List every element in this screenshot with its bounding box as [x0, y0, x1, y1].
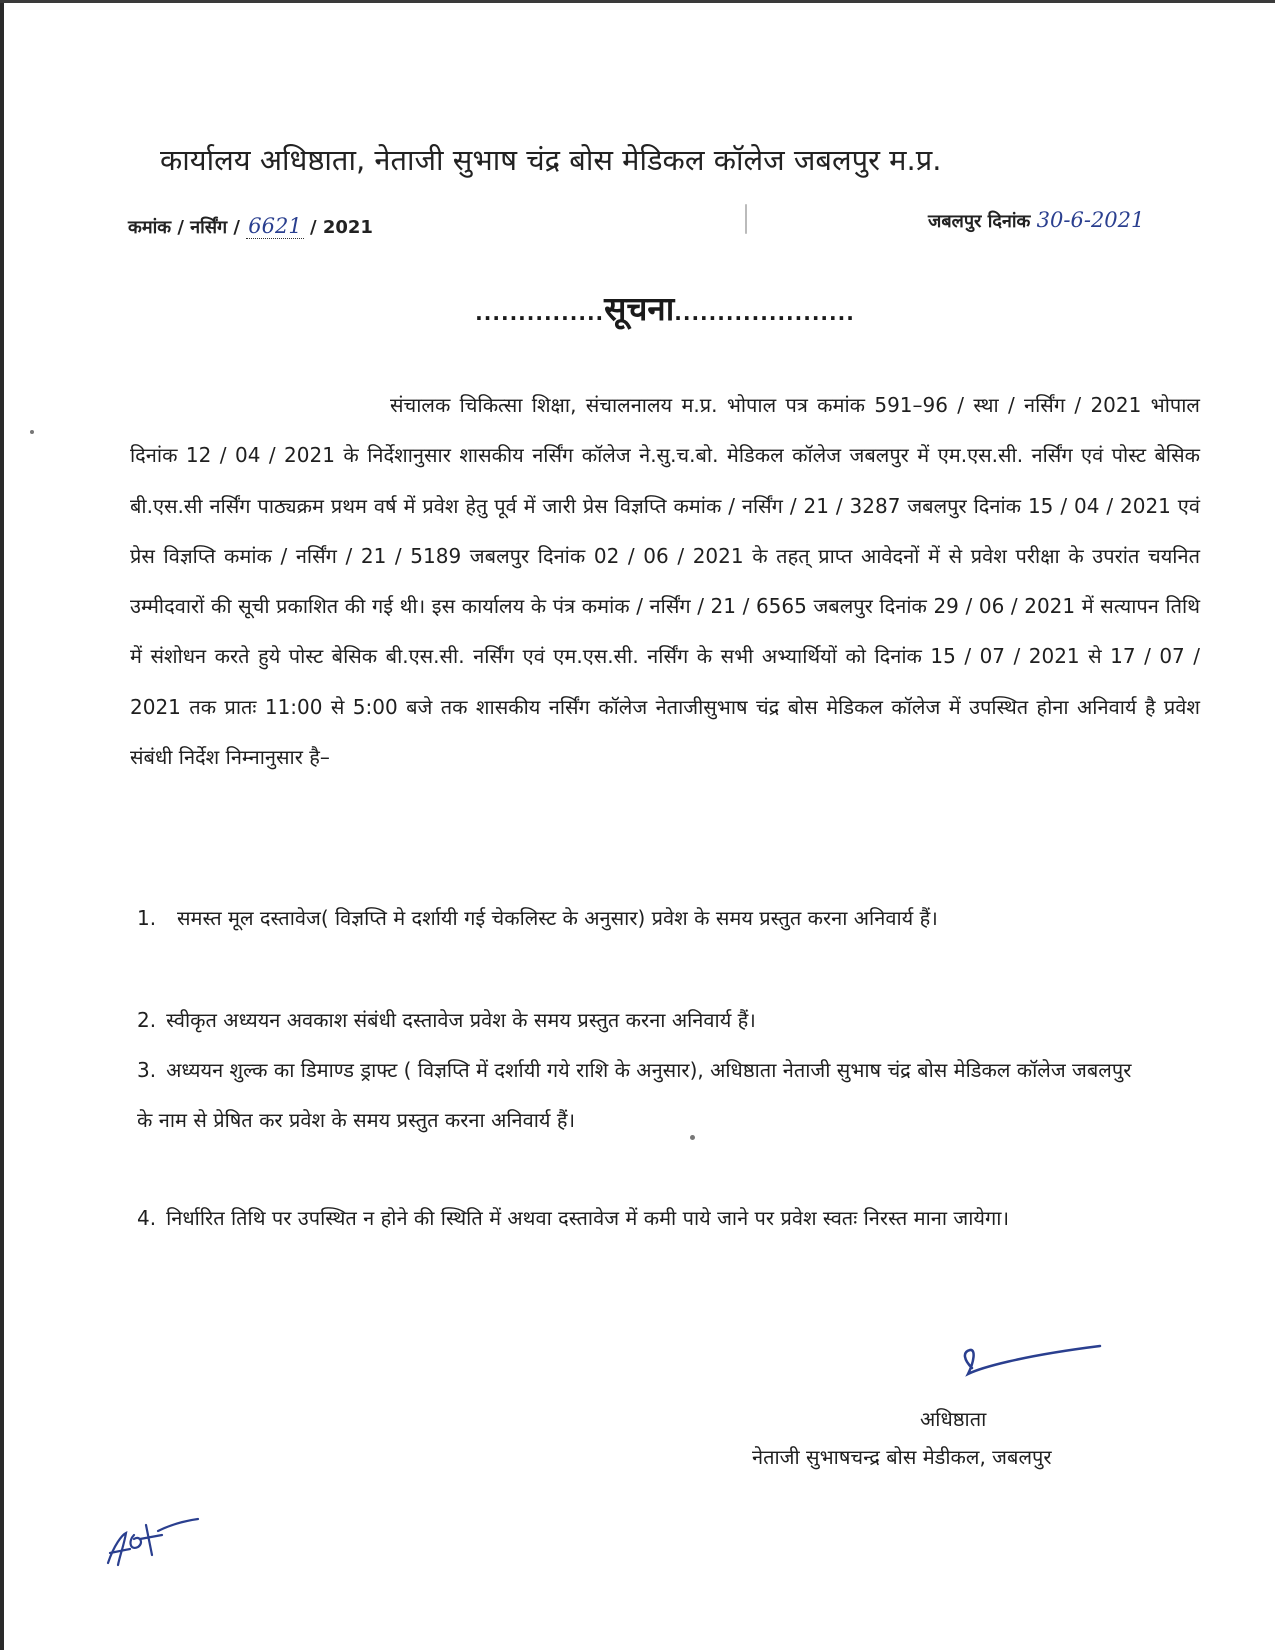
page-edge-left	[0, 0, 4, 1650]
instruction-number: 3.	[137, 1058, 157, 1082]
instruction-item	[137, 893, 1177, 943]
office-title: कार्यालय अधिष्ठाता, नेताजी सुभाष चंद्र बोस मेडिकल कॉलेज जबलपुर म.प्र.	[160, 143, 942, 177]
signatory-organization: नेताजी सुभाषचन्द्र बोस मेडीकल, जबलपुर	[752, 1445, 1052, 1469]
heading-dots-right: .....................	[674, 301, 855, 325]
instruction-text: निर्धारित तिथि पर उपस्थित न होने की स्थिति में अथवा दस्तावेज में कमी पाये जाने पर प्रवेश स्वतः निरस्त माना जायेगा।	[166, 1206, 1010, 1230]
instruction-text: समस्त मूल दस्तावेज( विज्ञप्ति मे दर्शायी गई चेकलिस्ट के अनुसार) प्रवेश के समय प्रस्तुत करना अनिवार्य हैं।	[177, 906, 938, 930]
signature-mark	[950, 1338, 1110, 1388]
page-edge-top	[0, 0, 1275, 3]
instruction-number: 1.	[137, 906, 157, 930]
instruction-number: 2.	[137, 1008, 157, 1032]
signatory-title: अधिष्ठाता	[920, 1407, 987, 1431]
heading-dots-left: ...............	[475, 301, 605, 325]
initials-mark	[100, 1505, 210, 1575]
issue-date	[928, 208, 1144, 233]
reference-prefix: कमांक / नर्सिंग /	[128, 217, 240, 238]
notice-body-paragraph: संचालक चिकित्सा शिक्षा, संचालनालय म.प्र. भोपाल पत्र कमांक 591–96 / स्था / नर्सिंग / 2021 भोपाल दिनांक 12 / 04 / 2021 के निर्देशानुसार शासकीय नर्सिंग कॉलेज ने.सु.च.बो. मेडिकल कॉलेज जबलपुर में एम.एस.सी. नर्सिंग एवं पोस्ट बेसिक बी.एस.सी नर्सिंग पाठ्यक्रम प्रथम वर्ष में प्रवेश हेतु पूर्व में जारी प्रेस विज्ञप्ति कमांक / नर्सिंग / 21 / 3287 जबलपुर दिनांक 15 / 04 / 2021 एवं प्रेस विज्ञप्ति कमांक / नर्सिंग / 21 / 5189 जबलपुर दिनांक 02 / 06 / 2021 के तहत् प्राप्त आवेदनों में से प्रवेश परीक्षा के उपरांत चयनित उम्मीदवारों की सूची प्रकाशित की गई थी। इस कार्यालय के पंत्र कमांक / नर्सिंग / 21 / 6565 जबलपुर दिनांक 29 / 06 / 2021 में सत्यापन तिथि में संशोधन करते हुये पोस्ट बेसिक बी.एस.सी. नर्सिंग एवं एम.एस.सी. नर्सिंग के सभी अभ्यार्थियों को दिनांक 15 / 07 / 2021 से 17 / 07 / 2021 तक प्रातः 11:00 से 5:00 बजे तक शासकीय नर्सिंग कॉलेज नेताजीसुभाष चंद्र बोस मेडिकल कॉलेज में उपस्थित होना अनिवार्य है प्रवेश संबंधी निर्देश निम्नानुसार है–	[130, 393, 1200, 770]
date-label: जबलपुर दिनांक	[928, 211, 1031, 232]
scan-speck	[745, 204, 747, 234]
instruction-item	[137, 1193, 1202, 1243]
instruction-item	[137, 1045, 1137, 1145]
instruction-number: 4.	[137, 1206, 157, 1230]
scan-speck	[30, 430, 34, 434]
reference-handwritten-number: 6621	[248, 214, 302, 238]
reference-suffix: / 2021	[310, 217, 373, 238]
notice-title: सूचना	[604, 289, 675, 328]
date-handwritten: 30-6-2021	[1036, 208, 1145, 232]
notice-heading	[455, 285, 875, 330]
scan-speck	[690, 1135, 695, 1140]
instruction-item	[137, 1000, 1177, 1040]
instruction-text: स्वीकृत अध्ययन अवकाश संबंधी दस्तावेज प्रवेश के समय प्रस्तुत करना अनिवार्य हैं।	[166, 1008, 756, 1032]
reference-number	[128, 214, 373, 239]
instruction-text: अध्ययन शुल्क का डिमाण्ड ड्राफ्ट ( विज्ञप्ति में दर्शायी गये राशि के अनुसार), अधिष्ठाता नेताजी सुभाष चंद्र बोस मेडिकल कॉलेज जबलपुर के नाम से प्रेषित कर प्रवेश के समय प्रस्तुत करना अनिवार्य हैं।	[137, 1058, 1132, 1132]
